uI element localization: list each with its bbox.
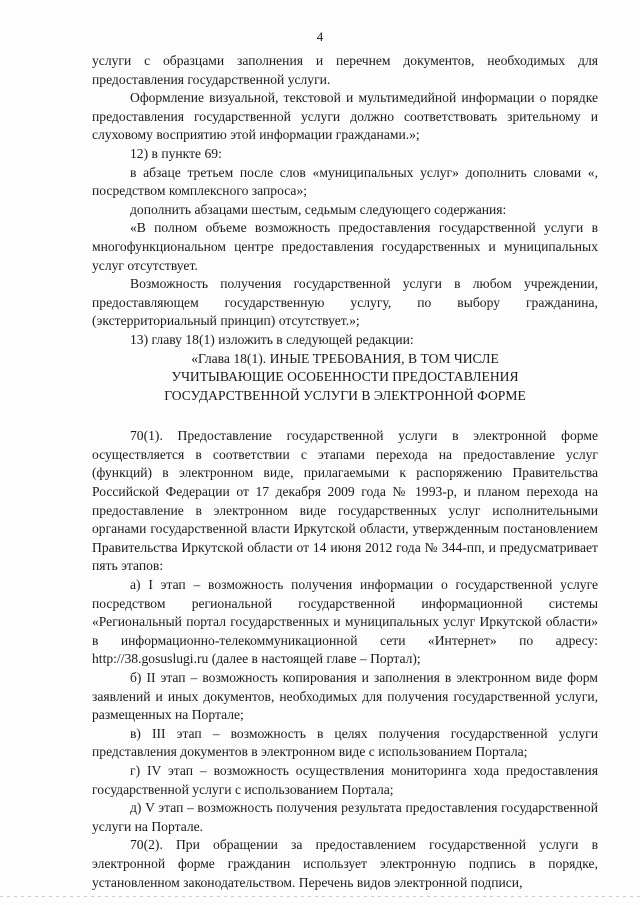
chapter-heading-line-3: ГОСУДАРСТВЕННОЙ УСЛУГИ В ЭЛЕКТРОННОЙ ФОРМЕ [164,387,526,403]
list-item-stage-4: г) IV этап – возможность осуществления мониторинга хода предоставления государственной услуги с использованием Портала; [92,762,598,797]
paragraph-item-12: 12) в пункте 69: [130,145,222,161]
list-item-stage-1: а) I этап – возможность получения информации о государственной услуге посредством региональной государственной информационной системы «Региональный портал государственных и муниципальных услуг Иркутской области» в информационно-телекоммуникационной сети «Интернет» по адресу: http://38.gosuslugi.ru (далее в настоящей главе – Портал); [92,577,598,667]
chapter-heading-line-1: «Глава 18(1). ИНЫЕ ТРЕБОВАНИЯ, В ТОМ ЧИСЛЕ [191,350,499,366]
list-item-stage-5: д) V этап – возможность получения результата предоставления государственной услуги на Портале. [92,800,598,834]
paragraph-info-format: Оформление визуальной, текстовой и мультимедийной информации о порядке предоставления государственной услуги должно соответствовать зрительному и слуховому восприятию этой информации гражданами.»; [92,90,598,143]
list-item-stage-3: в) III этап – возможность в целях получения государственной услуги представления документов в электронном виде с использованием Портала; [92,725,598,760]
list-item-stage-2: б) II этап – возможность копирования и заполнения в электронном виде форм заявлений и иных документов, необходимых для получения государственной услуги, размещенных на Портале; [92,670,598,723]
document-text [92,52,598,892]
paragraph-abzac-third: в абзаце третьем после слов «муниципальных услуг» дополнить словами «, посредством комплексного запроса»; [92,164,598,199]
spacer [92,405,598,427]
paragraph-item-13: 13) главу 18(1) изложить в следующей редакции: [130,331,414,347]
page-number: 4 [316,29,324,44]
paragraph-add-abzacs: дополнить абзацами шестым, седьмым следующего содержания: [130,201,507,217]
chapter-heading [92,350,598,406]
paragraph-article-70-2: 70(2). При обращении за предоставлением государственной услуги в электронной форме гражданин использует электронную подпись в порядке, установленном законодательством. Перечень видов электронной подписи, [92,837,598,890]
paragraph-mfc-absent: «В полном объеме возможность предоставления государственной услуги в многофункциональном центре предоставления государственных и муниципальных услуг отсутствует. [92,220,598,273]
scan-edge-line [0,896,640,897]
paragraph-continuation: услуги с образцами заполнения и перечнем документов, необходимых для предоставления государственной услуги. [92,53,598,87]
paragraph-extraterritorial: Возможность получения государственной услуги в любом учреждении, предоставляющем государственную услугу, по выбору гражданина, (экстерриториальный принцип) отсутствует.»; [92,276,598,329]
chapter-heading-line-2: УЧИТЫВАЮЩИЕ ОСОБЕННОСТИ ПРЕДОСТАВЛЕНИЯ [171,369,519,385]
paragraph-article-70-1: 70(1). Предоставление государственной услуги в электронной форме осуществляется в соответствии с этапами перехода на предоставление услуг (функций) в электронном виде, прилагаемыми к распоряжению Правительства Российской Федерации от 17 декабря 2009 года № 1993-р, и планом перехода на предоставление в электронном виде государственных услуг исполнительными органами государственной власти Иркутской области, утвержденным постановлением Правительства Иркутской области от 14 июня 2012 года № 344-пп, и предусматривает пять этапов: [92,428,598,574]
